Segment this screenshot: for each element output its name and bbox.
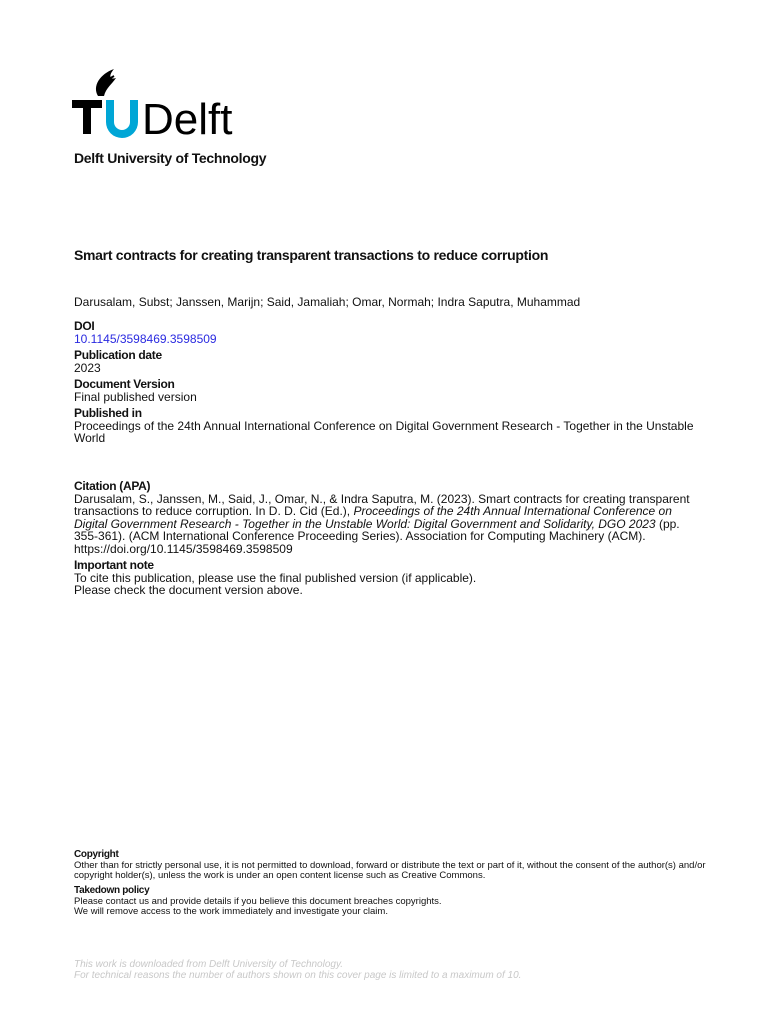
tu-delft-logo — [70, 66, 260, 138]
footer-line-1: This work is downloaded from Delft University of Technology. — [74, 959, 344, 970]
version-label: Document Version — [74, 377, 175, 391]
document-title: Smart contracts for creating transparent transactions to reduce corruption — [74, 247, 549, 263]
takedown-section — [74, 886, 714, 918]
takedown-label: Takedown policy — [74, 885, 150, 896]
copyright-section — [74, 850, 714, 882]
doi-section — [74, 320, 704, 345]
pubdate-section — [74, 349, 704, 374]
doi-label: DOI — [74, 319, 95, 333]
citation-section — [74, 480, 704, 555]
note-line-2: Please check the document version above. — [74, 583, 303, 597]
note-label: Important note — [74, 558, 154, 572]
copyright-text: Other than for strictly personal use, it is not permitted to download, forward or distribute the text or part of it, without the consent of the author(s) and/or copyright holder(s), unless the work is under an open content license such as Creative Commons. — [74, 859, 706, 881]
published-value: Proceedings of the 24th Annual International Conference on Digital Government Research - Together in the Unstable World — [74, 418, 694, 445]
published-label: Published in — [74, 406, 142, 420]
takedown-line-2: We will remove access to the work immediately and investigate your claim. — [74, 906, 388, 917]
citation-label: Citation (APA) — [74, 479, 151, 493]
citation-text: Darusalam, S., Janssen, M., Said, J., Omar, N., & Indra Saputra, M. (2023). Smart contracts for creating transparent transactions to reduce corruption. In D. D. Cid (Ed.), Proceedings of the 24th Annual International Conference on Digital Government Research - Together in the Unstable World: Digital Government and Solidarity, DGO 2023 (pp. 355-361). (ACM International Conference Proceeding Series). Association for Computing Machinery (ACM). https://doi.org/10.1145/3598469.3598509 — [74, 491, 690, 556]
takedown-line-1: Please contact us and provide details if you believe this document breaches copyrights. — [74, 895, 442, 907]
copyright-label: Copyright — [74, 849, 119, 860]
note-line-1: To cite this publication, please use the final published version (if applicable). — [74, 570, 477, 585]
citation-italic: Proceedings of the 24th Annual International Conference on Digital Government Research - Together in the Unstable World: Digital Government and Solidarity, DGO 2023 — [74, 504, 672, 531]
doi-link[interactable]: 10.1145/3598469.3598509 — [74, 331, 217, 346]
version-section — [74, 378, 704, 403]
important-note-section — [74, 559, 704, 597]
footer-line-2: For technical reasons the number of authors shown on this cover page is limited to a maximum of 10. — [74, 970, 522, 981]
pubdate-label: Publication date — [74, 348, 162, 362]
version-value: Final published version — [74, 389, 197, 404]
pubdate-value: 2023 — [74, 360, 101, 375]
footer-note — [74, 959, 521, 981]
institution-name: Delft University of Technology — [74, 150, 267, 166]
authors: Darusalam, Subst; Janssen, Marijn; Said, Jamaliah; Omar, Normah; Indra Saputra, Muhammad — [74, 295, 581, 309]
logo-delft-text: Delft — [142, 95, 233, 138]
published-in-section — [74, 407, 704, 445]
